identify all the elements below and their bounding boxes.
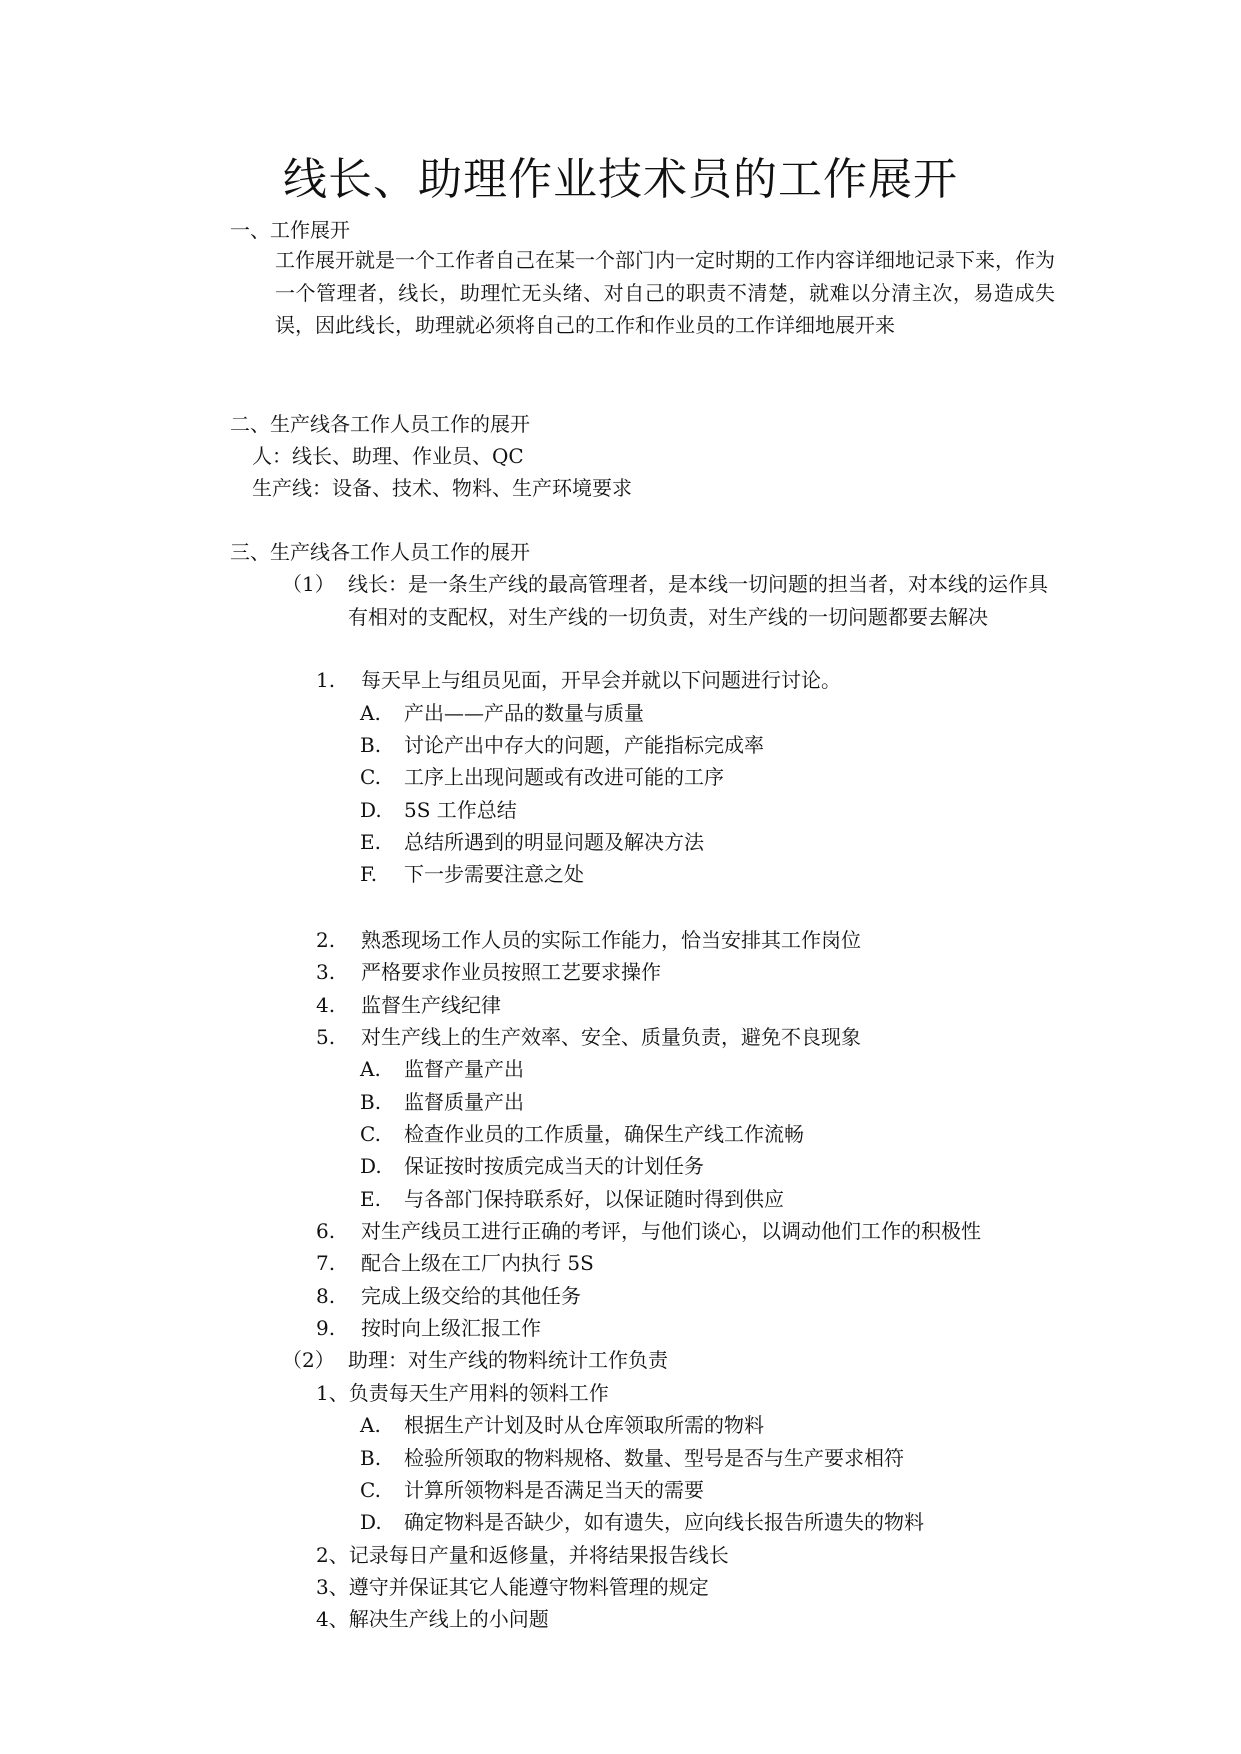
subitem-letter: A. xyxy=(360,701,381,725)
item-text: 对生产线员工进行正确的考评，与他们谈心，以调动他们工作的积极性 xyxy=(361,1219,981,1243)
subitem-letter: B. xyxy=(360,1446,382,1470)
subitem-letter: D. xyxy=(360,1154,382,1178)
subitem-text: 检查作业员的工作质量，确保生产线工作流畅 xyxy=(404,1122,804,1146)
subitem-text: 确定物料是否缺少，如有遗失，应向线长报告所遗失的物料 xyxy=(404,1510,924,1534)
section-1-heading: 一、工作展开 xyxy=(230,218,350,242)
item-text: 完成上级交给的其他任务 xyxy=(361,1284,581,1308)
item-number: 2. xyxy=(316,928,336,952)
subitem-letter: D. xyxy=(360,798,382,822)
item-number: 6. xyxy=(316,1219,336,1243)
subitem-text: 工序上出现问题或有改进可能的工序 xyxy=(404,765,724,789)
subitem-letter: E. xyxy=(360,830,381,854)
part-2-marker: （2） xyxy=(282,1348,335,1372)
subitem-text: 监督质量产出 xyxy=(404,1090,524,1114)
subitem-text: 讨论产出中存大的问题，产能指标完成率 xyxy=(404,733,764,757)
item-number: 5. xyxy=(316,1025,336,1049)
part-2-text: 助理：对生产线的物料统计工作负责 xyxy=(348,1348,668,1372)
section-3-heading: 三、生产线各工作人员工作的展开 xyxy=(230,540,530,564)
page-title: 线长、助理作业技术员的工作展开 xyxy=(283,154,958,205)
item-text: 1、负责每天生产用料的领料工作 xyxy=(316,1381,609,1405)
item-text: 按时向上级汇报工作 xyxy=(361,1316,541,1340)
subitem-text: 计算所领物料是否满足当天的需要 xyxy=(404,1478,704,1502)
item-text: 配合上级在工厂内执行 5S xyxy=(361,1251,594,1275)
subitem-letter: C. xyxy=(360,1122,381,1146)
item-number: 3. xyxy=(316,960,336,984)
subitem-letter: B. xyxy=(360,733,382,757)
item-text: 2、记录每日产量和返修量，并将结果报告线长 xyxy=(316,1543,729,1567)
section-1-paragraph: 工作展开就是一个工作者自己在某一个部门内一定时期的工作内容详细地记录下来，作为一个管理者，线长，助理忙无头绪、对自己的职责不清楚，就难以分清主次，易造成失误，因此线长，助理就必须将自己的工作和作业员的工作详细地展开来 xyxy=(275,248,1055,337)
section-2-heading: 二、生产线各工作人员工作的展开 xyxy=(230,412,530,436)
subitem-letter: F. xyxy=(360,862,378,886)
subitem-letter: B. xyxy=(360,1090,382,1114)
part-1-text: 线长：是一条生产线的最高管理者，是本线一切问题的担当者，对本线的运作具有相对的支配权，对生产线的一切负责，对生产线的一切问题都要去解决 xyxy=(348,572,1048,629)
item-number: 7. xyxy=(316,1251,336,1275)
item-number: 4. xyxy=(316,993,336,1017)
item-text: 3、遵守并保证其它人能遵守物料管理的规定 xyxy=(316,1575,709,1599)
subitem-letter: D. xyxy=(360,1510,382,1534)
part-1-marker: （1） xyxy=(282,572,335,596)
item-text: 每天早上与组员见面，开早会并就以下问题进行讨论。 xyxy=(361,668,841,692)
item-text: 对生产线上的生产效率、安全、质量负责，避免不良现象 xyxy=(361,1025,861,1049)
subitem-text: 保证按时按质完成当天的计划任务 xyxy=(404,1154,704,1178)
subitem-text: 监督产量产出 xyxy=(404,1057,524,1081)
item-text: 严格要求作业员按照工艺要求操作 xyxy=(361,960,661,984)
subitem-text: 检验所领取的物料规格、数量、型号是否与生产要求相符 xyxy=(404,1446,904,1470)
subitem-text: 5S 工作总结 xyxy=(404,798,517,822)
item-text: 监督生产线纪律 xyxy=(361,993,501,1017)
subitem-letter: A. xyxy=(360,1057,381,1081)
section-2-people: 人：线长、助理、作业员、QC xyxy=(252,444,524,468)
subitem-text: 与各部门保持联系好，以保证随时得到供应 xyxy=(404,1187,784,1211)
item-number: 9. xyxy=(316,1316,336,1340)
item-number: 1. xyxy=(316,668,336,692)
subitem-letter: A. xyxy=(360,1413,381,1437)
subitem-letter: C. xyxy=(360,765,381,789)
section-2-line: 生产线：设备、技术、物料、生产环境要求 xyxy=(252,476,632,500)
item-number: 8. xyxy=(316,1284,336,1308)
subitem-letter: C. xyxy=(360,1478,381,1502)
subitem-text: 根据生产计划及时从仓库领取所需的物料 xyxy=(404,1413,764,1437)
subitem-letter: E. xyxy=(360,1187,381,1211)
item-text: 4、解决生产线上的小问题 xyxy=(316,1607,549,1631)
subitem-text: 总结所遇到的明显问题及解决方法 xyxy=(404,830,704,854)
subitem-text: 产出——产品的数量与质量 xyxy=(404,701,644,725)
subitem-text: 下一步需要注意之处 xyxy=(404,862,584,886)
item-text: 熟悉现场工作人员的实际工作能力，恰当安排其工作岗位 xyxy=(361,928,861,952)
